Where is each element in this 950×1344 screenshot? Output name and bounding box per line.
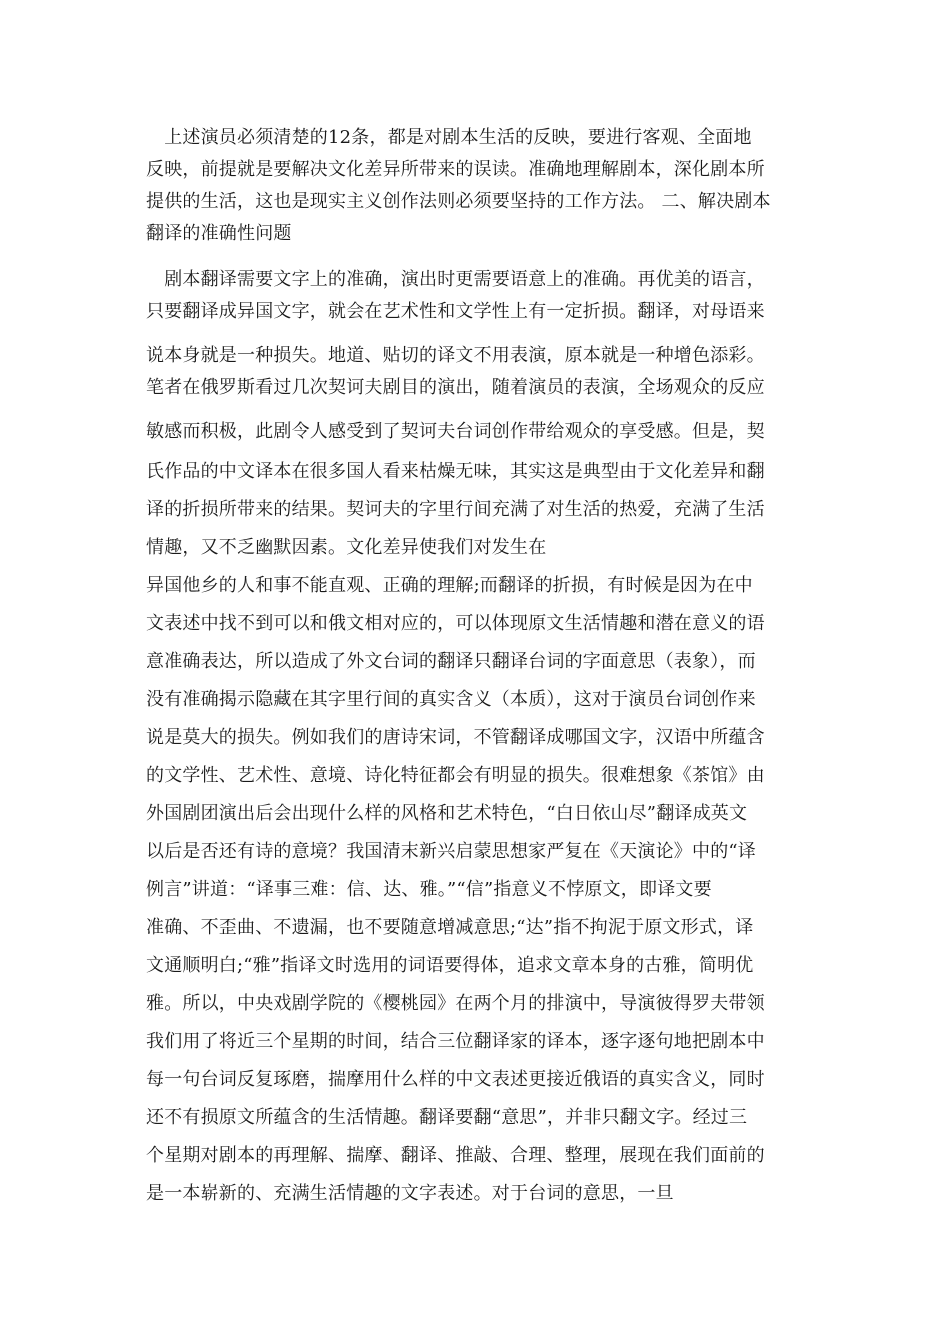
text-line: 翻译的准确性问题 xyxy=(146,223,292,244)
text-line: 的文学性、艺术性、意境、诗化特征都会有明显的损失。很难想象《茶馆》由 xyxy=(146,765,765,786)
text-line: 上述演员必须清楚的12条，都是对剧本生活的反映，要进行客观、全面地 xyxy=(146,127,752,148)
text-line: 只要翻译成异国文字，就会在艺术性和文学性上有一定折损。翻译，对母语来 xyxy=(146,301,765,322)
text-line: 雅。所以，中央戏剧学院的《樱桃园》在两个月的排演中，导演彼得罗夫带领 xyxy=(146,993,765,1014)
text-line: 文通顺明白;“雅”指译文时选用的词语要得体，追求文章本身的古雅，简明优 xyxy=(146,955,754,976)
text-line: 敏感而积极，此剧令人感受到了契诃夫台词创作带给观众的享受感。但是，契 xyxy=(146,421,765,442)
text-line: 氏作品的中文译本在很多国人看来枯燥无味，其实这是典型由于文化差异和翻 xyxy=(146,461,765,482)
text-line: 还不有损原文所蕴含的生活情趣。翻译要翻“意思”，并非只翻文字。经过三 xyxy=(146,1107,748,1128)
text-line: 意准确表达，所以造成了外文台词的翻译只翻译台词的字面意思（表象），而 xyxy=(146,651,756,672)
text-line: 以后是否还有诗的意境？我国清末新兴启蒙思想家严复在《天演论》中的“译 xyxy=(146,841,756,862)
text-line: 是一本崭新的、充满生活情趣的文字表述。对于台词的意思，一旦 xyxy=(146,1183,674,1204)
text-line: 译的折损所带来的结果。契诃夫的字里行间充满了对生活的热爱，充满了生活 xyxy=(146,499,765,520)
text-line: 反映，前提就是要解决文化差异所带来的误读。准确地理解剧本，深化剧本所 xyxy=(146,159,765,180)
text-line: 我们用了将近三个星期的时间，结合三位翻译家的译本，逐字逐句地把剧本中 xyxy=(146,1031,765,1052)
text-line: 外国剧团演出后会出现什么样的风格和艺术特色，“白日依山尽”翻译成英文 xyxy=(146,803,748,824)
text-line: 异国他乡的人和事不能直观、正确的理解;而翻译的折损，有时候是因为在中 xyxy=(146,575,753,596)
text-line: 文表述中找不到可以和俄文相对应的，可以体现原文生活情趣和潜在意义的语 xyxy=(146,613,765,634)
text-line: 个星期对剧本的再理解、揣摩、翻译、推敲、合理、整理，展现在我们面前的 xyxy=(146,1145,765,1166)
text-line: 例言”讲道：“译事三难：信、达、雅。”“信”指意义不悖原文，即译文要 xyxy=(146,879,712,900)
text-line: 准确、不歪曲、不遗漏，也不要随意增减意思;“达”指不拘泥于原文形式，译 xyxy=(146,917,754,938)
text-line: 笔者在俄罗斯看过几次契诃夫剧目的演出，随着演员的表演，全场观众的反应 xyxy=(146,377,765,398)
text-line: 提供的生活，这也是现实主义创作法则必须要坚持的工作方法。 二、解决剧本 xyxy=(146,191,771,212)
text-line: 剧本翻译需要文字上的准确，演出时更需要语意上的准确。再优美的语言， xyxy=(146,269,765,290)
text-line: 说本身就是一种损失。地道、贴切的译文不用表演，原本就是一种增色添彩。 xyxy=(146,345,765,366)
text-line: 没有准确揭示隐藏在其字里行间的真实含义（本质），这对于演员台词创作来 xyxy=(146,689,756,710)
text-line: 情趣，又不乏幽默因素。文化差异使我们对发生在 xyxy=(146,537,547,558)
text-line: 说是莫大的损失。例如我们的唐诗宋词，不管翻译成哪国文字，汉语中所蕴含 xyxy=(146,727,765,748)
text-line: 每一句台词反复琢磨，揣摩用什么样的中文表述更接近俄语的真实含义，同时 xyxy=(146,1069,765,1090)
